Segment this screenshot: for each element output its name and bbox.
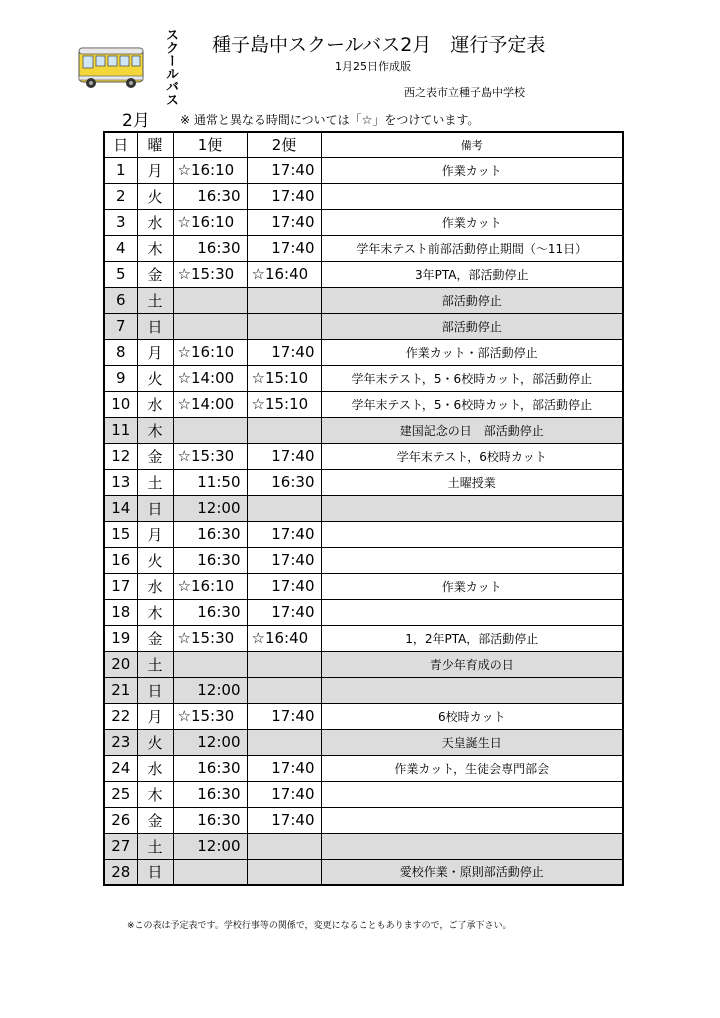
- table-row: [104, 807, 623, 833]
- table-row: [104, 417, 623, 443]
- weekday-cell: 日: [137, 495, 173, 521]
- header-bus-2: 2便: [247, 132, 321, 157]
- star-note: ※ 通常と異なる時間については「☆」をつけています。: [180, 113, 480, 127]
- remarks-cell: 学年末テスト，5・6校時カット，部活動停止: [321, 391, 623, 417]
- remarks-cell: 6校時カット: [321, 703, 623, 729]
- bus-1-time: [173, 287, 247, 313]
- header-day: 日: [104, 132, 137, 157]
- day-cell: 16: [104, 547, 137, 573]
- bus-1-time: [173, 417, 247, 443]
- remarks-cell: [321, 547, 623, 573]
- bus-illustration: [75, 42, 147, 92]
- bus-2-time: 17:40: [247, 521, 321, 547]
- remarks-cell: 作業カット: [321, 573, 623, 599]
- remarks-cell: 学年末テスト前部活動停止期間（～11日）: [321, 235, 623, 261]
- bus-2-time: 17:40: [247, 183, 321, 209]
- bus-1-time: ☆15:30: [173, 443, 247, 469]
- day-cell: 6: [104, 287, 137, 313]
- remarks-cell: 愛校作業・原則部活動停止: [321, 859, 623, 885]
- remarks-cell: [321, 495, 623, 521]
- bus-1-time: ☆16:10: [173, 157, 247, 183]
- table-row: [104, 625, 623, 651]
- weekday-cell: 金: [137, 261, 173, 287]
- table-row: [104, 521, 623, 547]
- weekday-cell: 日: [137, 859, 173, 885]
- bus-2-time: 17:40: [247, 755, 321, 781]
- bus-2-time: 17:40: [247, 781, 321, 807]
- table-row: [104, 651, 623, 677]
- bus-1-time: ☆16:10: [173, 339, 247, 365]
- weekday-cell: 月: [137, 703, 173, 729]
- bus-2-time: [247, 833, 321, 859]
- bus-1-time: 16:30: [173, 235, 247, 261]
- bus-2-time: ☆16:40: [247, 625, 321, 651]
- remarks-cell: 部活動停止: [321, 287, 623, 313]
- table-row: [104, 183, 623, 209]
- bus-2-time: [247, 859, 321, 885]
- table-header-row: [104, 132, 623, 157]
- remarks-cell: 作業カット: [321, 157, 623, 183]
- vertical-school-bus-label: スクールバス: [163, 28, 178, 106]
- table-row: [104, 729, 623, 755]
- remarks-cell: 青少年育成の日: [321, 651, 623, 677]
- day-cell: 22: [104, 703, 137, 729]
- header-bus-1: 1便: [173, 132, 247, 157]
- table-row: [104, 573, 623, 599]
- weekday-cell: 金: [137, 625, 173, 651]
- bus-2-time: 17:40: [247, 339, 321, 365]
- bus-1-time: 12:00: [173, 729, 247, 755]
- day-cell: 18: [104, 599, 137, 625]
- bus-1-time: ☆15:30: [173, 625, 247, 651]
- day-cell: 13: [104, 469, 137, 495]
- bus-2-time: [247, 287, 321, 313]
- day-cell: 14: [104, 495, 137, 521]
- weekday-cell: 火: [137, 365, 173, 391]
- table-row: [104, 755, 623, 781]
- table-row: [104, 599, 623, 625]
- bus-2-time: ☆16:40: [247, 261, 321, 287]
- bus-1-time: 16:30: [173, 521, 247, 547]
- bus-1-time: 16:30: [173, 183, 247, 209]
- day-cell: 25: [104, 781, 137, 807]
- bus-1-time: 16:30: [173, 755, 247, 781]
- day-cell: 24: [104, 755, 137, 781]
- bus-2-time: 17:40: [247, 443, 321, 469]
- bus-1-time: ☆16:10: [173, 209, 247, 235]
- bus-schedule-table: [103, 131, 624, 886]
- bus-1-time: 16:30: [173, 781, 247, 807]
- remarks-cell: 天皇誕生日: [321, 729, 623, 755]
- table-row: [104, 209, 623, 235]
- weekday-cell: 木: [137, 781, 173, 807]
- bus-1-time: [173, 313, 247, 339]
- day-cell: 19: [104, 625, 137, 651]
- day-cell: 4: [104, 235, 137, 261]
- weekday-cell: 月: [137, 521, 173, 547]
- remarks-cell: 作業カット，生徒会専門部会: [321, 755, 623, 781]
- remarks-cell: 1，2年PTA，部活動停止: [321, 625, 623, 651]
- weekday-cell: 土: [137, 833, 173, 859]
- bus-2-time: 16:30: [247, 469, 321, 495]
- table-row: [104, 703, 623, 729]
- day-cell: 9: [104, 365, 137, 391]
- bus-2-time: [247, 677, 321, 703]
- bus-1-time: 11:50: [173, 469, 247, 495]
- bus-2-time: 17:40: [247, 573, 321, 599]
- bus-1-time: [173, 651, 247, 677]
- weekday-cell: 水: [137, 391, 173, 417]
- remarks-cell: 学年末テスト，5・6校時カット，部活動停止: [321, 365, 623, 391]
- weekday-cell: 土: [137, 651, 173, 677]
- bus-1-time: [173, 859, 247, 885]
- remarks-cell: 建国記念の日 部活動停止: [321, 417, 623, 443]
- created-date: 1月25日作成版: [335, 60, 411, 73]
- weekday-cell: 水: [137, 209, 173, 235]
- day-cell: 23: [104, 729, 137, 755]
- weekday-cell: 日: [137, 313, 173, 339]
- table-row: [104, 261, 623, 287]
- table-row: [104, 833, 623, 859]
- remarks-cell: [321, 521, 623, 547]
- table-row: [104, 443, 623, 469]
- bus-1-time: 12:00: [173, 833, 247, 859]
- bus-2-time: [247, 495, 321, 521]
- weekday-cell: 火: [137, 183, 173, 209]
- bus-1-time: 16:30: [173, 547, 247, 573]
- footer-note: ※この表は予定表です。学校行事等の関係で，変更になることもありますので，ご了承下さい。: [127, 921, 512, 931]
- day-cell: 17: [104, 573, 137, 599]
- weekday-cell: 木: [137, 417, 173, 443]
- day-cell: 11: [104, 417, 137, 443]
- bus-1-time: 16:30: [173, 599, 247, 625]
- table-row: [104, 313, 623, 339]
- table-row: [104, 859, 623, 885]
- remarks-cell: 部活動停止: [321, 313, 623, 339]
- remarks-cell: [321, 599, 623, 625]
- bus-2-time: [247, 417, 321, 443]
- weekday-cell: 月: [137, 339, 173, 365]
- remarks-cell: 土曜授業: [321, 469, 623, 495]
- bus-2-time: [247, 313, 321, 339]
- day-cell: 2: [104, 183, 137, 209]
- bus-2-time: ☆15:10: [247, 365, 321, 391]
- bus-2-time: 17:40: [247, 235, 321, 261]
- header-weekday: 曜: [137, 132, 173, 157]
- bus-1-time: 12:00: [173, 495, 247, 521]
- bus-1-time: ☆15:30: [173, 261, 247, 287]
- bus-1-time: ☆14:00: [173, 365, 247, 391]
- remarks-cell: [321, 183, 623, 209]
- remarks-cell: [321, 833, 623, 859]
- day-cell: 12: [104, 443, 137, 469]
- school-name: 西之表市立種子島中学校: [404, 86, 525, 99]
- table-body: [104, 157, 623, 885]
- bus-2-time: 17:40: [247, 703, 321, 729]
- weekday-cell: 土: [137, 287, 173, 313]
- weekday-cell: 金: [137, 443, 173, 469]
- weekday-cell: 水: [137, 755, 173, 781]
- bus-2-time: ☆15:10: [247, 391, 321, 417]
- day-cell: 5: [104, 261, 137, 287]
- day-cell: 1: [104, 157, 137, 183]
- table-row: [104, 365, 623, 391]
- bus-1-time: 12:00: [173, 677, 247, 703]
- bus-2-time: [247, 651, 321, 677]
- table-row: [104, 677, 623, 703]
- table-row: [104, 235, 623, 261]
- bus-2-time: 17:40: [247, 599, 321, 625]
- weekday-cell: 火: [137, 729, 173, 755]
- header-remarks: 備考: [321, 132, 623, 157]
- month-label: 2月: [122, 111, 150, 131]
- bus-1-time: ☆14:00: [173, 391, 247, 417]
- remarks-cell: 作業カット: [321, 209, 623, 235]
- remarks-cell: 学年末テスト，6校時カット: [321, 443, 623, 469]
- bus-1-time: ☆15:30: [173, 703, 247, 729]
- day-cell: 26: [104, 807, 137, 833]
- bus-1-time: ☆16:10: [173, 573, 247, 599]
- weekday-cell: 土: [137, 469, 173, 495]
- weekday-cell: 木: [137, 235, 173, 261]
- day-cell: 15: [104, 521, 137, 547]
- bus-2-time: 17:40: [247, 807, 321, 833]
- table-row: [104, 287, 623, 313]
- day-cell: 7: [104, 313, 137, 339]
- weekday-cell: 日: [137, 677, 173, 703]
- bus-1-time: 16:30: [173, 807, 247, 833]
- table-row: [104, 781, 623, 807]
- day-cell: 20: [104, 651, 137, 677]
- remarks-cell: [321, 781, 623, 807]
- weekday-cell: 金: [137, 807, 173, 833]
- day-cell: 8: [104, 339, 137, 365]
- day-cell: 28: [104, 859, 137, 885]
- weekday-cell: 木: [137, 599, 173, 625]
- table-row: [104, 547, 623, 573]
- remarks-cell: 3年PTA，部活動停止: [321, 261, 623, 287]
- weekday-cell: 火: [137, 547, 173, 573]
- bus-2-time: [247, 729, 321, 755]
- bus-2-time: 17:40: [247, 547, 321, 573]
- table-row: [104, 469, 623, 495]
- remarks-cell: 作業カット・部活動停止: [321, 339, 623, 365]
- remarks-cell: [321, 807, 623, 833]
- day-cell: 27: [104, 833, 137, 859]
- weekday-cell: 月: [137, 157, 173, 183]
- bus-2-time: 17:40: [247, 157, 321, 183]
- remarks-cell: [321, 677, 623, 703]
- table-row: [104, 339, 623, 365]
- day-cell: 3: [104, 209, 137, 235]
- table-row: [104, 157, 623, 183]
- day-cell: 21: [104, 677, 137, 703]
- day-cell: 10: [104, 391, 137, 417]
- weekday-cell: 水: [137, 573, 173, 599]
- bus-2-time: 17:40: [247, 209, 321, 235]
- table-row: [104, 391, 623, 417]
- page-title: 種子島中スクールバス2月 運行予定表: [212, 34, 546, 56]
- table-row: [104, 495, 623, 521]
